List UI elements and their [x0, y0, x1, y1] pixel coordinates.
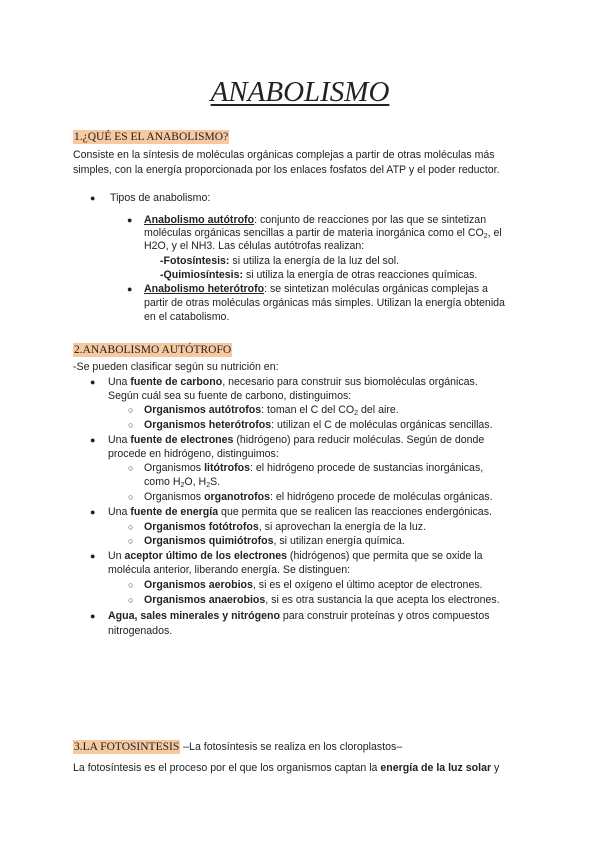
carbono-line-2: Según cuál sea su fuente de carbono, distinguimos:	[108, 390, 352, 402]
litotrofos-line-2	[144, 475, 220, 489]
heterotrofos-term: Organismos heterótrofos	[144, 419, 272, 431]
subscript: 2	[483, 233, 488, 240]
electrones-line-2: procede en hidrógeno, distinguimos:	[108, 448, 279, 460]
anaerobios-line	[144, 593, 500, 607]
anaerobios-term: Organismos anaerobios	[144, 594, 266, 606]
quimiotrofos-line	[144, 534, 405, 548]
energia-post: que permita que se realicen las reacciones endergónicas.	[218, 506, 492, 518]
subscript: 2	[206, 482, 211, 489]
carbono-pre: Una	[108, 376, 131, 388]
autotrofo-line-1	[144, 213, 486, 227]
aceptor-post: (hidrógenos) que permita que se oxide la	[286, 550, 483, 562]
organotrofos-line	[144, 490, 493, 504]
autotrofos-line	[144, 403, 399, 417]
litotrofos-2b: O, H	[184, 476, 207, 488]
bullet-disc-icon: ●	[90, 551, 96, 561]
agua-line-2: nitrogenados.	[108, 625, 173, 637]
section-2-heading	[73, 344, 232, 356]
subscript: 2	[354, 410, 359, 417]
section-3-heading-text: 3.LA FOTOSINTESIS	[74, 741, 180, 753]
fotosintesis-term: -Fotosíntesis:	[160, 255, 230, 267]
s1-paragraph-line-1: Consiste en la síntesis de moléculas orgánicas complejas a partir de otras moléculas más	[73, 149, 495, 161]
litotrofos-2c: S.	[210, 476, 221, 488]
bullet-disc-icon: ●	[127, 284, 133, 294]
aerobios-line	[144, 578, 483, 592]
aceptor-line-2: molécula anterior, liberando energía. Se distinguen:	[108, 564, 351, 576]
autotrofos-term: Organismos autótrofos	[144, 404, 262, 416]
autotrofo-term: Anabolismo autótrofo	[144, 214, 255, 226]
electrones-term: fuente de electrones	[130, 434, 234, 446]
s3-term: energía de la luz solar	[380, 762, 492, 774]
energia-line	[108, 505, 492, 519]
aceptor-line-1	[108, 549, 483, 563]
bullet-circle-icon: ○	[128, 405, 134, 415]
litotrofos-2a: como H	[144, 476, 181, 488]
fotosintesis-text: si utiliza la energía de la luz del sol.	[229, 255, 400, 267]
organotrofos-text: : el hidrógeno procede de moléculas orgánicas.	[269, 491, 493, 503]
litotrofos-text: : el hidrógeno procede de sustancias inorgánicas,	[249, 462, 484, 474]
tipos-label: Tipos de anabolismo:	[110, 192, 211, 204]
bullet-disc-icon: ●	[90, 377, 96, 387]
bullet-circle-icon: ○	[128, 595, 134, 605]
bullet-disc-icon: ●	[90, 193, 96, 203]
bullet-circle-icon: ○	[128, 420, 134, 430]
s3-text-a: La fotosíntesis es el proceso por el que los organismos captan la	[73, 762, 381, 774]
quimiosintesis-text: si utiliza la energía de otras reacciones químicas.	[243, 269, 478, 281]
organotrofos-term: organotrofos	[204, 491, 270, 503]
section-3-note: –La fotosíntesis se realiza en los cloroplastos–	[180, 741, 403, 753]
electrones-pre: Una	[108, 434, 131, 446]
section-3-heading	[73, 741, 402, 753]
organotrofos-pre: Organismos	[144, 491, 205, 503]
quimiotrofos-term: Organismos quimiótrofos	[144, 535, 274, 547]
s3-text-b: y	[491, 762, 500, 774]
carbono-post: , necesario para construir sus biomoléculas orgánicas.	[222, 376, 478, 388]
bullet-disc-icon: ●	[90, 611, 96, 621]
agua-line-1	[108, 609, 490, 623]
quimiotrofos-text: , si utilizan energía química.	[273, 535, 405, 547]
bullet-disc-icon: ●	[90, 507, 96, 517]
autotrofo-text-2b: , el	[487, 227, 502, 239]
s1-paragraph-line-2: simples, con la energía proporcionada por los enlaces fosfatos del ATP y el poder reductor.	[73, 164, 500, 176]
electrones-line-1	[108, 433, 484, 447]
energia-pre: Una	[108, 506, 131, 518]
s3-paragraph-line-1	[73, 761, 499, 775]
aerobios-term: Organismos aerobios	[144, 579, 253, 591]
page-title: ANABOLISMO	[210, 76, 390, 108]
heterotrofo-text: : se sintetizan moléculas orgánicas complejas a	[264, 283, 488, 295]
carbono-term: fuente de carbono	[130, 376, 223, 388]
litotrofos-pre: Organismos	[144, 462, 205, 474]
quimiosintesis-term: -Quimiosíntesis:	[160, 269, 243, 281]
anaerobios-text: , si es otra sustancia la que acepta los electrones.	[265, 594, 500, 606]
heterotrofos-line	[144, 418, 493, 432]
bullet-circle-icon: ○	[128, 522, 134, 532]
subscript: 2	[180, 482, 185, 489]
heterotrofo-term: Anabolismo heterótrofo	[144, 283, 265, 295]
autotrofo-line-3: H2O, y el NH3. Las células autótrofas realizan:	[144, 240, 365, 252]
agua-post: para construir proteínas y otros compuestos	[279, 610, 490, 622]
litotrofos-line-1	[144, 461, 483, 475]
autotrofo-text-2a: moléculas orgánicas sencillas a partir de materia inorgánica como el CO	[144, 227, 484, 239]
section-1-heading-text: 1.¿QUÉ ES EL ANABOLISMO?	[74, 131, 229, 143]
bullet-disc-icon: ●	[127, 215, 133, 225]
aceptor-pre: Un	[108, 550, 125, 562]
bullet-circle-icon: ○	[128, 580, 134, 590]
heterotrofo-line-1	[144, 282, 488, 296]
agua-term: Agua, sales minerales y nitrógeno	[108, 610, 280, 622]
electrones-post: (hidrógeno) para reducir moléculas. Según de donde	[233, 434, 485, 446]
bullet-circle-icon: ○	[128, 492, 134, 502]
section-2-heading-text: 2.ANABOLISMO AUTÓTROFO	[74, 344, 232, 356]
autotrofo-line-2	[144, 226, 502, 240]
quimiosintesis-line	[160, 268, 477, 282]
fotosintesis-line	[160, 254, 399, 268]
fototrofos-term: Organismos fotótrofos	[144, 521, 259, 533]
bullet-disc-icon: ●	[90, 435, 96, 445]
energia-term: fuente de energía	[130, 506, 219, 518]
section-1-heading	[73, 131, 229, 143]
litotrofos-term: litótrofos	[204, 462, 250, 474]
aceptor-term: aceptor último de los electrones	[124, 550, 287, 562]
autotrofo-text: : conjunto de reacciones por las que se sintetizan	[254, 214, 487, 226]
heterotrofo-line-3: en el catabolismo.	[144, 311, 230, 323]
bullet-circle-icon: ○	[128, 463, 134, 473]
bullet-circle-icon: ○	[128, 536, 134, 546]
s2-intro: -Se pueden clasificar según su nutrición en:	[73, 361, 279, 373]
aerobios-text: , si es el oxígeno el último aceptor de electrones.	[252, 579, 483, 591]
autotrofos-text-b: del aire.	[358, 404, 399, 416]
heterotrofo-line-2: partir de otras moléculas orgánicas más simples. Utilizan la energía obtenida	[144, 297, 505, 309]
fototrofos-line	[144, 520, 426, 534]
carbono-line-1	[108, 375, 478, 389]
heterotrofos-text: : utilizan el C de moléculas orgánicas sencillas.	[271, 419, 493, 431]
autotrofos-text: : toman el C del CO	[261, 404, 355, 416]
fototrofos-text: , si aprovechan la energía de la luz.	[258, 521, 427, 533]
